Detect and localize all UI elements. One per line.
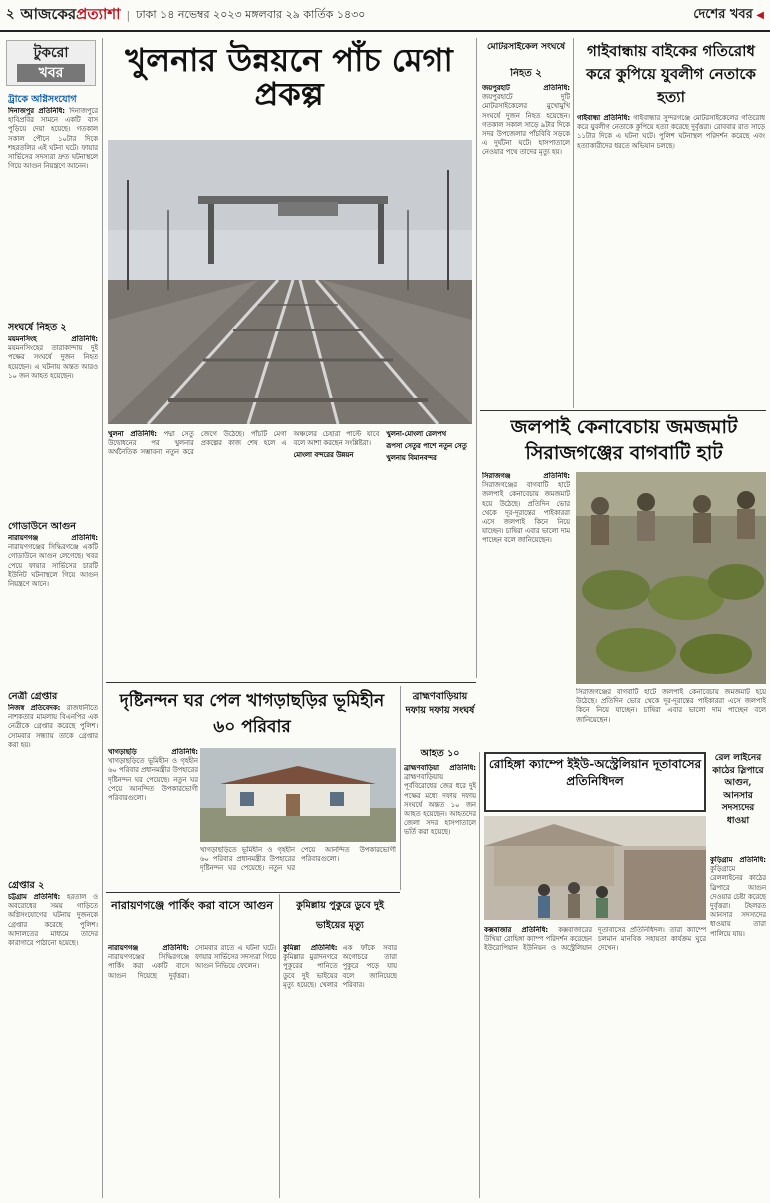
tukro-headline: নেত্রী গ্রেপ্তার: [8, 691, 58, 702]
rail-body: [710, 856, 766, 1198]
tukro-lead: ময়মনসিংহ প্রতিনিধি:: [8, 335, 98, 343]
tukro-text: হরতাল ও অবরোধের সময় গাড়িতে অগ্নিসংযোগের ঘটনায় দুজনকে গ্রেপ্তার করেছে পুলিশ। আদালতের মাধ্যমে তাদের কারাগারে পাঠানো হয়েছে।: [8, 893, 98, 948]
narayan-body: [108, 944, 276, 1198]
lead-caption-lead: খুলনা প্রতিনিধি:: [108, 430, 157, 438]
khagra-photo: [200, 748, 396, 842]
tukro-headline: সংঘর্ষে নিহত ২: [8, 322, 67, 333]
tukro-headline: গ্রেপ্তার ২: [8, 880, 45, 891]
camp-photo: [484, 816, 706, 920]
motor-headline: নিহত ২: [510, 68, 542, 79]
haat-body: [482, 472, 570, 748]
tukro-lead: নারায়ণগঞ্জ প্রতিনিধি:: [8, 534, 98, 542]
column-rule: [573, 38, 574, 408]
haat-body-right: [576, 688, 766, 748]
rohingya-headline: রোহিঙ্গা ক্যাম্পে ইইউ-অস্ট্রেলিয়ান দূতাবাসের প্রতিনিধিদল: [488, 757, 702, 788]
page-number: ২: [6, 6, 15, 22]
lead-subhead: খুলনায় বিমানবন্দর: [386, 454, 437, 463]
khagra-headline: দৃষ্টিনন্দন ঘর পেল খাগড়াছড়ির ভূমিহীন ৬০ পরিবার: [119, 691, 385, 737]
brahman-lead: ব্রাহ্মণবাড়িয়া প্রতিনিধি:: [404, 764, 476, 772]
narayan-text: নারায়ণগঞ্জের সিদ্ধিরগঞ্জে পার্কিং করা একটি বাসে আগুন দিয়েছে দুর্বৃত্তরা। সোমবার রাতে এ ঘটনা ঘটে। ফায়ার সার্ভিসের সদস্যরা গিয়ে আগুন নিভিয়ে ফেলেন।: [108, 944, 276, 980]
tukro-body: [8, 107, 98, 312]
lead-photo: [108, 140, 472, 424]
narayan-headline: নারায়ণগঞ্জে পার্কিং করা বাসে আগুন: [111, 899, 273, 912]
house-photo: [200, 748, 396, 842]
tukro-body: [8, 704, 98, 869]
motor-kicker: মোটরসাইকেল সংঘর্ষে: [486, 42, 566, 52]
tukro-headline: গোডাউনে আগুন: [8, 521, 76, 532]
rohingya-lead: কক্সবাজার প্রতিনিধি:: [484, 926, 549, 934]
column-rule: [102, 38, 103, 1198]
gaibandha-body: [577, 114, 765, 408]
column-rule: [479, 752, 480, 1198]
brahman-body: [404, 764, 476, 1198]
lead-subhead: রূপসা সেতুর পাশে নতুন সেতু: [386, 442, 467, 451]
gaibandha-text: গাইবান্ধার সুন্দরগঞ্জে মোটরসাইকেলের গতিরোধ করে যুবলীগ নেতাকে কুপিয়ে হত্যা করেছে দুর্বৃত্তরা। রোববার রাত সাড়ে ১১টার দিকে এ ঘটনা ঘটে। পুলিশ ঘটনাস্থল পরিদর্শন করেছে এবং হত্যাকারীদের ধরতে অভিযান চলছে।: [577, 114, 765, 150]
brahman-subhead: আহত ১০: [420, 748, 460, 759]
masthead-logo: [20, 3, 120, 28]
haat-lead: সিরাজগঞ্জ প্রতিনিধি:: [482, 472, 570, 480]
lead-caption: পদ্মা সেতু উদ্বোধনের পর খুলনার অর্থনৈতিক সম্ভাবনা নতুন করে জেগে উঠেছে। পাঁচটি মেগা প্রকল্পের কাজ শেষ হলে এ অঞ্চলের চেহারা পাল্টে যাবে বলে আশা করছেন সংশ্লিষ্টরা।: [108, 430, 380, 457]
tukro-lead: নিজস্ব প্রতিবেদক:: [8, 704, 61, 712]
market-photo: [576, 472, 766, 684]
tukro-body: [8, 335, 98, 513]
brahman-headline: ব্রাহ্মণবাড়িয়ায় দফায় দফায় সংঘর্ষ: [405, 691, 475, 716]
column-rule: [279, 894, 280, 1198]
tukro-label: [6, 40, 96, 86]
lead-subhead: খুলনা-মোংলা রেলপথ: [386, 430, 447, 438]
tukro-body: [8, 893, 98, 1195]
rail-headline: রেল লাইনের কাঠের স্লিপারে আগুন, আনসার সদস্যদের ধাওয়া: [712, 753, 764, 826]
khagra-lead: খাগড়াছড়ি প্রতিনিধি:: [108, 748, 198, 756]
horizontal-rule: [480, 410, 766, 411]
comilla-text: কুমিল্লার মুরাদনগরে পুকুরের পানিতে ডুবে দুই ভাইয়ের মৃত্যু হয়েছে। খেলার এক ফাঁকে সবার অগোচরে তারা পুকুরে পড়ে যায় বলে জানিয়েছে পরিবার।: [283, 944, 397, 989]
lead-headline: খুলনার উন্নয়নে পাঁচ মেগা প্রকল্প: [125, 41, 453, 113]
comilla-lead: কুমিল্লা প্রতিনিধি:: [283, 944, 338, 952]
rohingya-photo: [484, 816, 706, 920]
tukro-text: ময়মনসিংহের তারাকান্দায় দুই পক্ষের সংঘর্ষে দুজন নিহত হয়েছেন। এ ঘটনায় অন্তত আরও ১০ জন আহত হয়েছেন।: [8, 344, 98, 380]
rohingya-body: [484, 926, 706, 1198]
khagra-body: [200, 846, 396, 890]
tukro-label-bottom: খবর: [17, 64, 85, 82]
header-separator: |: [126, 8, 131, 22]
khagra-body-left: [108, 748, 198, 888]
lead-subhead: মোংলা বন্দরের উন্নয়ন: [293, 451, 354, 460]
tukro-text: দিনাজপুরে হাবিপ্রবির সামনে একটি বাস পুড়িয়ে দেয়া হয়েছে। গতকাল সকাল পৌনে ১০টার দিকে শহরতলির এই ঘটনা ঘটে। ফায়ার সার্ভিসের সদস্যরা দ্রুত ঘটনাস্থলে গিয়ে আগুন নিয়ন্ত্রণে আনেন।: [8, 107, 98, 171]
tukro-lead: চট্টগ্রাম প্রতিনিধি:: [8, 893, 61, 901]
rail-text: কুড়িগ্রামে রেললাইনের কাঠের স্লিপারে আগুন দেওয়ার চেষ্টা করেছে দুর্বৃত্তরা। টহলরত আনসার সদস্যদের ধাওয়ায় তারা পালিয়ে যায়।: [710, 865, 766, 938]
haat-text: সিরাজগঞ্জের বাগবাটি হাটে জলপাই কেনাবেচায় জমজমাট হয়ে উঠেছে। প্রতিদিন ভোর থেকে দূর-দূরান্তের পাইকাররা এসে জলপাই কিনে নিয়ে যাচ্ছেন। চাষিরা এবার ভালো দাম পাচ্ছেন বলে জানিয়েছেন।: [482, 481, 570, 545]
rail-lead: কুড়িগ্রাম প্রতিনিধি:: [710, 856, 766, 864]
horizontal-rule: [106, 682, 476, 683]
column-rule: [400, 686, 401, 890]
tukro-headline: ট্রাকে অগ্নিসংযোগ: [8, 94, 77, 105]
gaibandha-headline: গাইবান্ধায় বাইকের গতিরোধ করে কুপিয়ে যুবলীগ নেতাকে হত্যা: [586, 42, 756, 106]
tukro-text: রাজধানীতে নাশকতার মামলায় বিএনপির এক নেত্রীকে গ্রেপ্তার করেছে পুলিশ। সোমবার সন্ধ্যায় তাকে গ্রেপ্তার করা হয়।: [8, 704, 98, 749]
haat-photo: [576, 472, 766, 684]
motor-text: জয়পুরহাটে দুটি মোটরসাইকেলের মুখোমুখি সংঘর্ষে দুজন নিহত হয়েছেন। গতকাল সকাল সাড়ে ৯টার দিকে সদর উপজেলার পাঁচবিবি সড়কে এ দুর্ঘটনা ঘটে। হাসপাতালে নেওয়ার পথে তাদের মৃত্যু হয়।: [482, 93, 570, 157]
lead-body: [108, 430, 472, 678]
haat-text: সিরাজগঞ্জের বাগবাটি হাটে জলপাই কেনাবেচায় জমজমাট হয়ে উঠেছে। প্রতিদিন ভোর থেকে দূর-দূরান্তের পাইকাররা এসে জলপাই কিনে নিয়ে যাচ্ছেন। চাষিরা এবার ভালো দাম পাচ্ছেন বলে জানিয়েছেন।: [576, 688, 766, 724]
column-rule: [476, 38, 477, 678]
khagra-text: খাগড়াছড়িতে ভূমিহীন ও গৃহহীন ৬০ পরিবার প্রধানমন্ত্রীর উপহারের দৃষ্টিনন্দন ঘর পেয়েছে। নতুন ঘর পেয়ে আনন্দিত উপকারভোগী পরিবারগুলো।: [200, 846, 396, 873]
motor-lead: জয়পুরহাট প্রতিনিধি:: [482, 84, 570, 92]
page-header: [0, 0, 770, 32]
logo-part1: আজকের: [20, 4, 77, 23]
dateline: ঢাকা ১৪ নভেম্বর ২০২৩ মঙ্গলবার ২৯ কার্তিক ১৪৩০: [136, 7, 366, 21]
gaibandha-lead: গাইবান্ধা প্রতিনিধি:: [577, 114, 631, 122]
rohingya-text: কক্সবাজারের উখিয়া রোহিঙ্গা ক্যাম্প পরিদর্শন করেছেন ইউরোপিয়ান ইউনিয়ন ও অস্ট্রেলিয়ান দূতাবাসের প্রতিনিধিদল। তারা ক্যাম্পে চলমান মানবিক সহায়তা কার্যক্রম ঘুরে দেখেন।: [484, 926, 706, 953]
tukro-body: [8, 534, 98, 684]
khagra-text: খাগড়াছড়িতে ভূমিহীন ও গৃহহীন ৬০ পরিবার প্রধানমন্ত্রীর উপহারের দৃষ্টিনন্দন ঘর পেয়েছে। নতুন ঘর পেয়ে আনন্দিত উপকারভোগী পরিবারগুলো।: [108, 757, 198, 803]
tukro-text: নারায়ণগঞ্জের সিদ্ধিরগঞ্জে একটি গোডাউনে আগুন লেগেছে। খবর পেয়ে ফায়ার সার্ভিসের চারটি ইউনিট ঘটনাস্থলে গিয়ে আগুন নিয়ন্ত্রণে আনে।: [8, 543, 98, 589]
tukro-lead: দিনাজপুর প্রতিনিধি:: [8, 107, 66, 115]
comilla-headline: কুমিল্লায় পুকুরে ডুবে দুই ভাইয়ের মৃত্যু: [296, 900, 384, 931]
tukro-label-top: টুকরো: [33, 45, 69, 61]
motor-body: [482, 84, 570, 406]
railway-photo: [108, 140, 472, 424]
logo-part2: প্রত্যাশা: [76, 4, 121, 23]
brahman-text: ব্রাহ্মণবাড়িয়ায় পূর্ববিরোধের জের ধরে দুই পক্ষের মধ্যে দফায় দফায় সংঘর্ষে অন্তত ১০ জন আহত হয়েছেন। আহতদের জেলা সদর হাসপাতালে ভর্তি করা হয়েছে।: [404, 773, 476, 837]
haat-headline: জলপাই কেনাবেচায় জমজমাট সিরাজগঞ্জের বাগবাটি হাট: [510, 416, 738, 464]
section-name: দেশের খবর ◀: [693, 5, 764, 26]
comilla-body: [283, 944, 397, 1198]
narayan-lead: নারায়ণগঞ্জ প্রতিনিধি:: [108, 944, 189, 952]
horizontal-rule: [106, 892, 400, 893]
